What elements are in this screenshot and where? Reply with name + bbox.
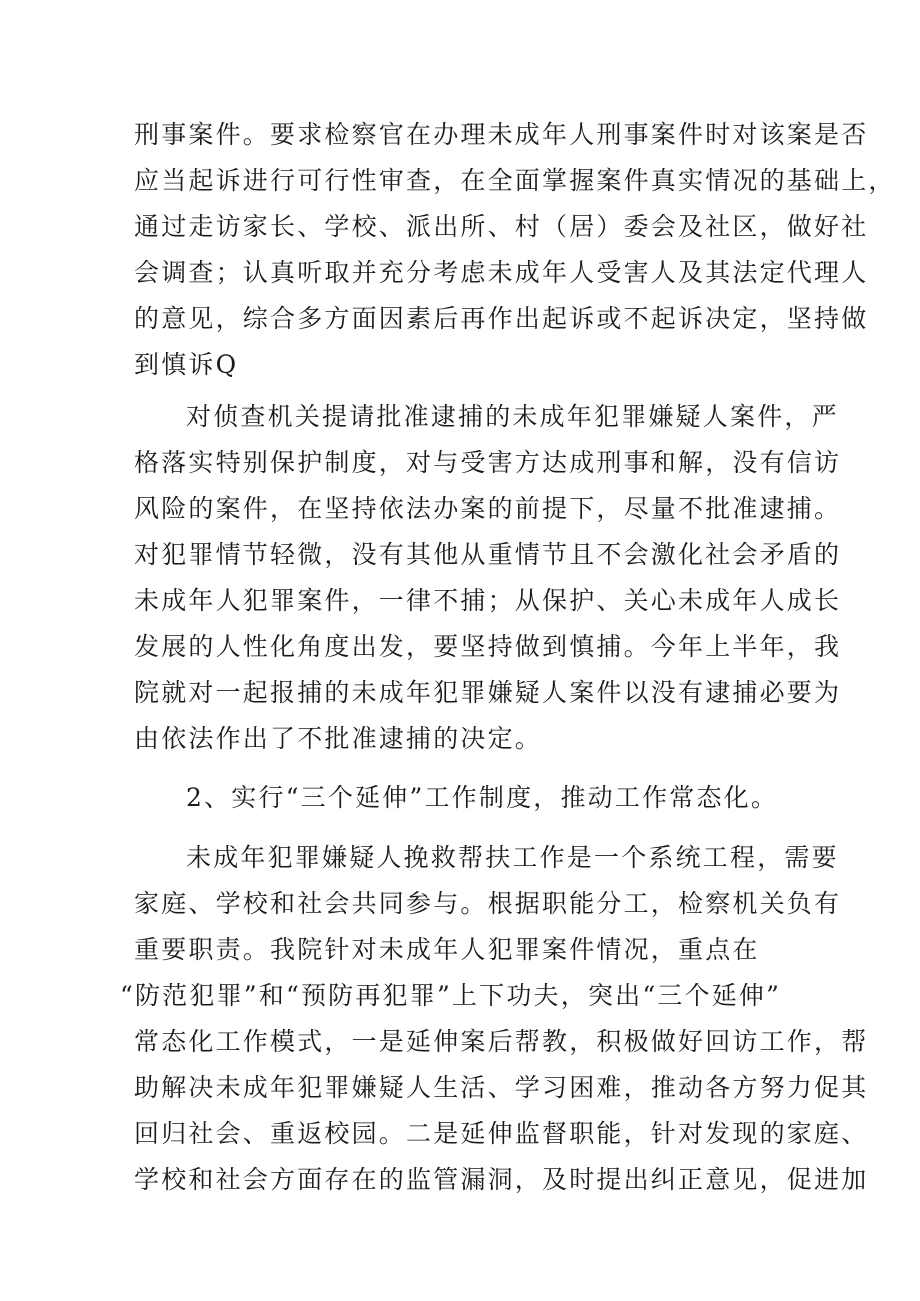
paragraph-2-line-7: 院就对一起报捕的未成年犯罪嫌疑人案件以没有逮捕必要为 bbox=[134, 678, 842, 707]
paragraph-1-line-1: 刑事案件。要求检察官在办理未成年人刑事案件时对该案是否 bbox=[134, 120, 869, 149]
paragraph-4-line-1: 未成年犯罪嫌疑人挽救帮扶工作是一个系统工程，需要 bbox=[186, 843, 839, 872]
paragraph-1-line-3: 通过走访家长、学校、派出所、村（居）委会及社区，做好社 bbox=[134, 212, 869, 241]
paragraph-2-line-5: 未成年人犯罪案件，一律不捕；从保护、关心未成年人成长 bbox=[134, 586, 842, 615]
paragraph-4-line-3: 重要职责。我院针对未成年人犯罪案件情况，重点在 bbox=[134, 935, 760, 964]
paragraph-4-line-5: 常态化工作模式，一是延伸案后帮教，积极做好回访工作，帮 bbox=[134, 1027, 869, 1056]
paragraph-2-line-3: 风险的案件，在坚持依法办案的前提下，尽量不批准逮捕。 bbox=[134, 494, 842, 523]
paragraph-1-line-2: 应当起诉进行可行性审查，在全面掌握案件真实情况的基础上， bbox=[134, 166, 896, 195]
paragraph-4-line-4: “防范犯罪”和“预防再犯罪”上下功夫，突出“三个延伸” bbox=[120, 981, 782, 1010]
paragraph-4-line-6: 助解决未成年犯罪嫌疑人生活、学习困难，推动各方努力促其 bbox=[134, 1073, 869, 1102]
section-heading-2: 2、实行“三个延伸”工作制度，推动工作常态化。 bbox=[186, 783, 779, 812]
paragraph-4-line-2: 家庭、学校和社会共同参与。根据职能分工，检察机关负有 bbox=[134, 889, 842, 918]
paragraph-1-line-5: 的意见，综合多方面因素后再作出起诉或不起诉决定，坚持做 bbox=[134, 304, 869, 333]
paragraph-2-line-6: 发展的人性化角度出发，要坚持做到慎捕。今年上半年，我 bbox=[134, 632, 842, 661]
paragraph-1-line-6: 到慎诉Q bbox=[134, 350, 239, 379]
paragraph-4-line-7: 回归社会、重返校园。二是延伸监督职能，针对发现的家庭、 bbox=[134, 1119, 869, 1148]
paragraph-4-line-8: 学校和社会方面存在的监管漏洞，及时提出纠正意见，促进加 bbox=[134, 1165, 869, 1194]
paragraph-2-line-4: 对犯罪情节轻微，没有其他从重情节且不会激化社会矛盾的 bbox=[134, 540, 842, 569]
paragraph-2-line-1: 对侦查机关提请批准逮捕的未成年犯罪嫌疑人案件，严 bbox=[186, 402, 839, 431]
paragraph-1-line-4: 会调查；认真听取并充分考虑未成年人受害人及其法定代理人 bbox=[134, 258, 869, 287]
paragraph-2-line-8: 由依法作出了不批准逮捕的决定。 bbox=[134, 724, 543, 753]
paragraph-2-line-2: 格落实特别保护制度，对与受害方达成刑事和解，没有信访 bbox=[134, 448, 842, 477]
